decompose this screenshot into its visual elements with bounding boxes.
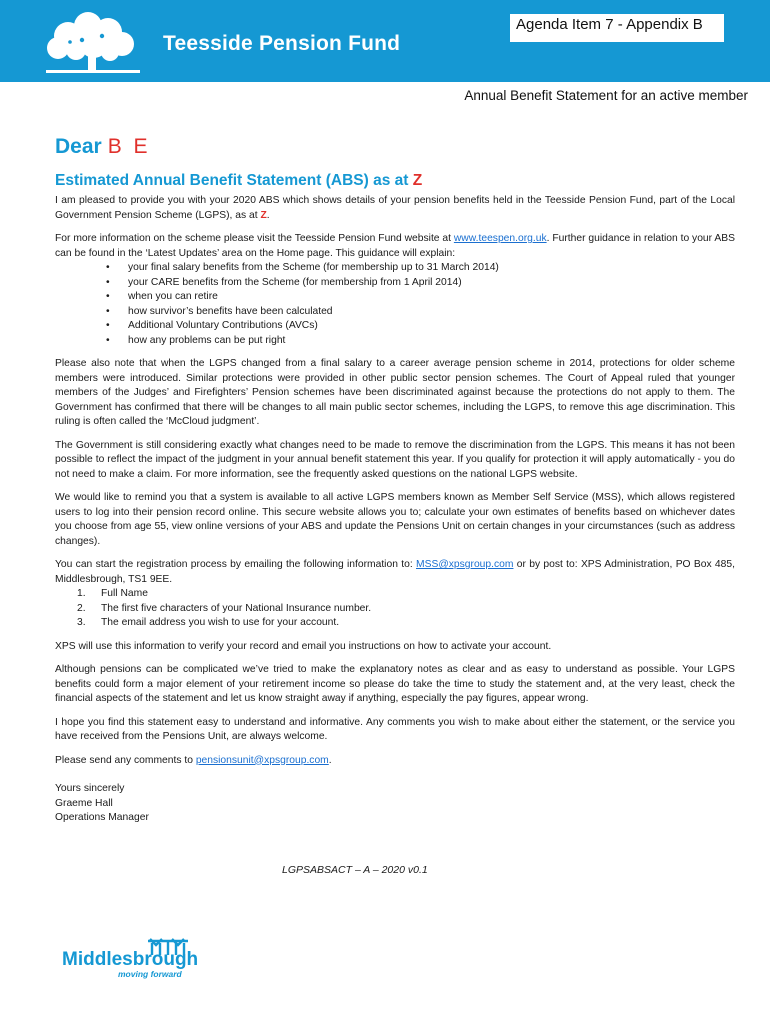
document-code: LGPSABSACT – A – 2020 v0.1 xyxy=(282,864,428,876)
pensionsunit-email-link[interactable]: pensionsunit@xpsgroup.com xyxy=(195,754,329,766)
mccloud-paragraph: Please also note that when the LGPS changed from a final salary to a career average pension scheme in 2014, protections for older scheme members were introduced. Similar protections were provided in other public sector pension schemes. The Court of Appeal ruled that younger members of the Judges’ and Firefighters’ Pension schemes have been discriminated against because the protections do not apply to them. The Government has confirmed that there will be changes to all main public sector schemes, including the LGPS, to remove this age discrimination. This ruling is often called the ‘McCloud judgment’. xyxy=(55,358,735,427)
teespen-website-link[interactable]: www.teespen.org.uk xyxy=(453,233,547,244)
list-item: • how any problems can be put right xyxy=(128,334,735,349)
xps-paragraph: XPS will use this information to verify your record and email you instructions on how to activate your account. xyxy=(55,640,552,652)
list-text: The first five characters of your National Insurance number. xyxy=(101,602,372,614)
list-item: • your CARE benefits from the Scheme (for membership from 1 April 2014) xyxy=(128,276,735,291)
fund-name: Teesside Pension Fund xyxy=(163,32,401,55)
intro-paragraph xyxy=(55,194,735,223)
list-item xyxy=(77,616,735,631)
list-item: • when you can retire xyxy=(128,290,735,305)
svg-text:Middlesbrough: Middlesbrough xyxy=(62,949,199,970)
list-item xyxy=(77,587,735,602)
list-number: 1. xyxy=(77,588,86,599)
more-info-text-after: . Further guidance in relation to your ABS can be found in the ‘Latest Updates’ area on the Home page. This guidance will explain: xyxy=(55,233,735,259)
more-info-text: For more information on the scheme please visit the Teesside Pension Fund website at xyxy=(55,233,451,244)
signature-block xyxy=(55,782,735,826)
more-info-paragraph xyxy=(55,232,735,261)
comments-paragraph xyxy=(55,754,735,769)
registration-text: You can start the registration process by emailing the following information to: xyxy=(55,559,413,570)
closing: Yours sincerely xyxy=(55,783,125,794)
list-number: 3. xyxy=(77,617,86,628)
signatory-name: Graeme Hall xyxy=(55,797,113,809)
list-number: 2. xyxy=(77,602,86,614)
list-text: Full Name xyxy=(101,588,148,599)
explanatory-paragraph: Although pensions can be complicated we’ve tried to make the explanatory notes as clear and as easy to understand as possible. Your LGPS benefits could form a major element of your retirement income so please do take the time to study the statement and, at the very least, check the financial aspects of the statement and let us know straight away if anything, especially the pay figures, appear wrong. xyxy=(55,664,735,704)
mss-paragraph: We would like to remind you that a system is available to all active LGPS members known as Member Self Service (MSS), which allows registered users to log into their pension record online. This secure website allows you to; calculate your own estimates of benefits based on whichever dates you choose from age 55, view online versions of your ABS and update the Pensions Unit on certain changes in your circumstances (such as address changes). xyxy=(55,492,735,547)
government-paragraph: The Government is still considering exactly what changes need to be made to remove the discrimination from the LGPS. This means it has not been possible to reflect the impact of the judgment in your annual benefit statement this year. If you qualify for protection it will apply automatically - you do not need to make a claim. For more information, see the frequently asked questions on the national LGPS website. xyxy=(55,439,735,480)
mss-email-link[interactable]: MSS@xpsgroup.com xyxy=(416,559,514,570)
svg-text:moving forward: moving forward xyxy=(118,969,182,979)
middlesbrough-logo-icon xyxy=(60,935,230,980)
agenda-item-label: Agenda Item 7 - Appendix B xyxy=(516,16,703,33)
list-item: • Additional Voluntary Contributions (AVCs) xyxy=(128,319,735,334)
greeting xyxy=(55,135,151,159)
intro-text: I am pleased to provide you with your 2020 ABS which shows details of your pension benefits held in the Teesside Pension Fund, part of the Local Government Pension Scheme (LGPS), as at xyxy=(55,195,735,221)
list-item: • how survivor’s benefits have been calculated xyxy=(128,305,735,320)
registration-text-after: or by post to: XPS Administration, PO Box 485, Middlesbrough, TS1 9EE. xyxy=(55,559,735,585)
list-item xyxy=(77,602,735,617)
comments-text: Please send any comments to xyxy=(55,754,193,766)
member-name-placeholder: B E xyxy=(107,135,151,158)
guidance-list xyxy=(55,261,735,348)
document-subtitle: Annual Benefit Statement for an active member xyxy=(464,88,748,103)
greeting-dear: Dear xyxy=(55,135,102,158)
signatory-title: Operations Manager xyxy=(55,812,149,823)
heading-text: Estimated Annual Benefit Statement (ABS) as at xyxy=(55,172,409,189)
intro-end: . xyxy=(266,209,270,221)
intro-date-placeholder: Z xyxy=(260,209,267,221)
statement-heading xyxy=(55,172,422,190)
list-item: • your final salary benefits from the Scheme (for membership up to 31 March 2014) xyxy=(128,261,735,276)
tree-icon xyxy=(38,12,148,76)
date-placeholder: Z xyxy=(412,172,423,189)
feedback-paragraph: I hope you find this statement easy to understand and informative. Any comments you wish to make about either the statement, or the service you have received from the Pensions Unit, are always welcome. xyxy=(55,716,735,742)
list-text: The email address you wish to use for your account. xyxy=(101,617,340,628)
registration-steps-list xyxy=(55,587,735,631)
letter-body xyxy=(55,194,735,826)
comments-end: . xyxy=(328,754,332,766)
registration-paragraph xyxy=(55,558,735,587)
